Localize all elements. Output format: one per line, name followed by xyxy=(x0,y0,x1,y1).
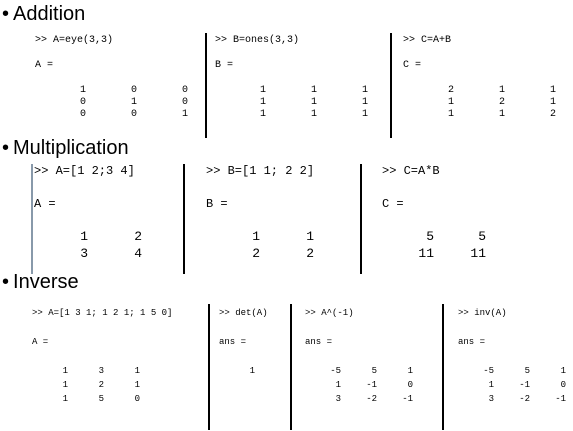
matrix-cell: -1 xyxy=(519,380,530,390)
matrix-cell: 0 xyxy=(407,380,413,390)
matrix-cell: 3 xyxy=(488,394,494,404)
matrix-cell: 5 xyxy=(426,229,434,244)
matrix-cell: 0 xyxy=(134,394,140,404)
matrix-cell: 1 xyxy=(498,109,505,120)
inverse-matrix-a-row xyxy=(32,380,140,390)
addition-var-a: A = xyxy=(35,60,54,71)
matrix-cell: 0 xyxy=(560,380,566,390)
matrix-cell: 1 xyxy=(549,97,556,108)
inverse-var-det: ans = xyxy=(219,337,247,347)
inverse-section xyxy=(0,270,573,431)
multiplication-matrix-b-row xyxy=(206,229,314,244)
multiplication-matrix-a-row xyxy=(34,246,142,261)
multiplication-title xyxy=(2,136,129,160)
matrix-cell: -1 xyxy=(402,394,413,404)
addition-section xyxy=(0,0,573,140)
addition-matrix-b-row xyxy=(215,97,368,108)
multiplication-matrix-b-row xyxy=(206,246,314,261)
matrix-cell: 2 xyxy=(252,246,260,261)
addition-matrix-b-row xyxy=(215,85,368,96)
matrix-cell: 1 xyxy=(79,85,86,96)
bullet-icon: • xyxy=(2,137,10,159)
multiplication-matrix-c-row xyxy=(382,246,486,261)
addition-title xyxy=(2,2,85,26)
matrix-cell: 1 xyxy=(447,109,454,120)
multiplication-var-a: A = xyxy=(34,197,56,211)
bullet-icon: • xyxy=(2,3,10,25)
inverse-matrix-inv-row xyxy=(458,394,566,404)
addition-var-c: C = xyxy=(403,60,422,71)
matrix-cell: 2 xyxy=(98,380,104,390)
inverse-command-a: >> A=[1 3 1; 1 2 1; 1 5 0] xyxy=(32,308,173,318)
inverse-matrix-a-row xyxy=(32,366,140,376)
addition-matrix-c-row xyxy=(403,109,556,120)
matrix-cell: 0 xyxy=(79,109,86,120)
multiplication-matrix-a-row xyxy=(34,229,142,244)
matrix-cell: 1 xyxy=(335,380,341,390)
matrix-cell: 1 xyxy=(134,380,140,390)
inverse-command-det: >> det(A) xyxy=(219,308,268,318)
divider xyxy=(390,33,392,138)
matrix-cell: -5 xyxy=(483,366,494,376)
addition-command-a: >> A=eye(3,3) xyxy=(35,35,114,46)
matrix-cell: 0 xyxy=(130,85,137,96)
matrix-cell: -5 xyxy=(330,366,341,376)
matrix-cell: 1 xyxy=(252,229,260,244)
addition-matrix-a-row xyxy=(35,109,188,120)
inverse-title-text: Inverse xyxy=(13,271,79,293)
divider xyxy=(31,164,33,274)
matrix-cell: 5 xyxy=(478,229,486,244)
matrix-cell: -2 xyxy=(519,394,530,404)
matrix-cell: 0 xyxy=(181,85,188,96)
matrix-cell: 1 xyxy=(310,85,317,96)
matrix-cell: 5 xyxy=(524,366,530,376)
matrix-cell: 1 xyxy=(62,394,68,404)
matrix-cell: 1 xyxy=(181,109,188,120)
matrix-cell: 1 xyxy=(130,97,137,108)
divider xyxy=(208,304,210,430)
inverse-matrix-power-row xyxy=(305,380,413,390)
inverse-command-power: >> A^(-1) xyxy=(305,308,354,318)
addition-matrix-b-row xyxy=(215,109,368,120)
matrix-cell: 0 xyxy=(130,109,137,120)
matrix-cell: 4 xyxy=(134,246,142,261)
matrix-cell: 11 xyxy=(418,246,434,261)
inverse-title xyxy=(2,270,79,294)
matrix-cell: 1 xyxy=(249,366,255,376)
matrix-cell: 2 xyxy=(447,85,454,96)
matrix-cell: 1 xyxy=(80,229,88,244)
matrix-cell: 1 xyxy=(259,109,266,120)
matrix-cell: 1 xyxy=(259,85,266,96)
divider xyxy=(290,304,292,430)
inverse-det-value-row xyxy=(219,366,255,376)
matrix-cell: 1 xyxy=(407,366,413,376)
matrix-cell: 2 xyxy=(134,229,142,244)
matrix-cell: 1 xyxy=(447,97,454,108)
matrix-cell: 1 xyxy=(306,229,314,244)
matrix-cell: 1 xyxy=(310,109,317,120)
matrix-cell: 1 xyxy=(259,97,266,108)
inverse-var-a: A = xyxy=(32,337,49,347)
inverse-matrix-inv-row xyxy=(458,366,566,376)
matrix-cell: 0 xyxy=(79,97,86,108)
matrix-cell: 2 xyxy=(498,97,505,108)
bullet-icon: • xyxy=(2,271,10,293)
multiplication-command-c: >> C=A*B xyxy=(382,164,440,178)
matrix-cell: 1 xyxy=(134,366,140,376)
matrix-cell: 1 xyxy=(488,380,494,390)
inverse-matrix-a-row xyxy=(32,394,140,404)
matrix-cell: -1 xyxy=(555,394,566,404)
matrix-cell: 11 xyxy=(470,246,486,261)
addition-var-b: B = xyxy=(215,60,234,71)
multiplication-command-a: >> A=[1 2;3 4] xyxy=(34,164,135,178)
addition-matrix-c-row xyxy=(403,97,556,108)
multiplication-section xyxy=(0,136,573,276)
addition-matrix-a-row xyxy=(35,97,188,108)
inverse-var-inv: ans = xyxy=(458,337,486,347)
inverse-matrix-power-row xyxy=(305,366,413,376)
matrix-cell: 1 xyxy=(62,380,68,390)
multiplication-matrix-c-row xyxy=(382,229,486,244)
matrix-cell: 0 xyxy=(181,97,188,108)
matrix-cell: 3 xyxy=(335,394,341,404)
addition-command-c: >> C=A+B xyxy=(403,35,452,46)
matrix-cell: 5 xyxy=(98,394,104,404)
multiplication-var-c: C = xyxy=(382,197,404,211)
matrix-cell: 1 xyxy=(549,85,556,96)
matrix-cell: 2 xyxy=(306,246,314,261)
matrix-cell: 1 xyxy=(361,85,368,96)
inverse-var-power: ans = xyxy=(305,337,333,347)
addition-matrix-a-row xyxy=(35,85,188,96)
addition-matrix-c-row xyxy=(403,85,556,96)
matrix-cell: -1 xyxy=(366,380,377,390)
matrix-cell: 5 xyxy=(371,366,377,376)
inverse-command-inv: >> inv(A) xyxy=(458,308,507,318)
divider xyxy=(360,164,362,274)
addition-command-b: >> B=ones(3,3) xyxy=(215,35,300,46)
inverse-matrix-power-row xyxy=(305,394,413,404)
matrix-cell: 1 xyxy=(310,97,317,108)
matrix-cell: 1 xyxy=(498,85,505,96)
inverse-matrix-inv-row xyxy=(458,380,566,390)
multiplication-title-text: Multiplication xyxy=(13,137,129,159)
multiplication-var-b: B = xyxy=(206,197,228,211)
multiplication-command-b: >> B=[1 1; 2 2] xyxy=(206,164,315,178)
divider xyxy=(442,304,444,430)
matrix-cell: 2 xyxy=(549,109,556,120)
matrix-cell: 1 xyxy=(361,109,368,120)
matrix-cell: -2 xyxy=(366,394,377,404)
matrix-cell: 1 xyxy=(560,366,566,376)
addition-title-text: Addition xyxy=(13,3,86,25)
divider xyxy=(205,33,207,138)
matrix-cell: 3 xyxy=(80,246,88,261)
divider xyxy=(183,164,185,274)
matrix-cell: 3 xyxy=(98,366,104,376)
matrix-cell: 1 xyxy=(361,97,368,108)
matrix-cell: 1 xyxy=(62,366,68,376)
